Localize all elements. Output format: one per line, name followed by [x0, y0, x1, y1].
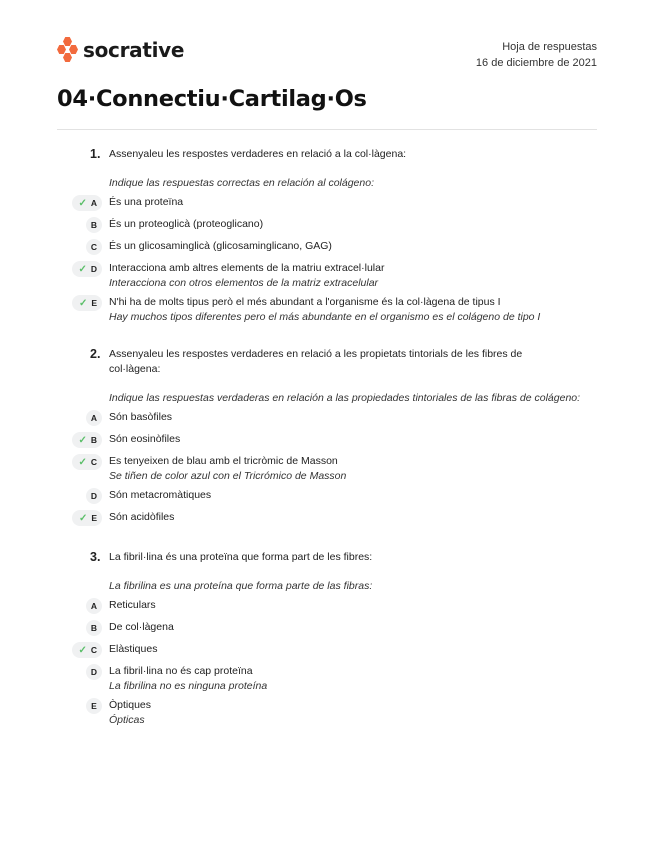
option-letter-badge: ✓ C: [72, 454, 102, 470]
answer-option: [0, 261, 654, 291]
answer-option: [0, 698, 654, 728]
check-icon: ✓: [78, 197, 87, 209]
answer-option: [0, 642, 654, 660]
option-letter-badge: ✓ B: [72, 432, 102, 448]
option-text: Són basòfiles: [109, 411, 173, 423]
option-text: Reticulars: [109, 599, 156, 611]
option-translation: Interacciona con otros elementos de la matriz extracelular: [109, 277, 379, 289]
option-letter-badge: E: [86, 698, 102, 714]
question-2: [0, 347, 654, 528]
option-translation: Hay muchos tipos diferentes pero el más abundante en el organismo es el colágeno de tipo I: [109, 311, 541, 323]
question-number: 3.: [90, 550, 101, 564]
question-translation: La fibrilina es una proteína que forma parte de las fibras:: [109, 580, 373, 592]
answer-option: [0, 598, 654, 616]
page-title: 04·Connectiu·Cartilag·Os: [57, 86, 367, 112]
option-letter-badge: B: [86, 620, 102, 636]
question-text: 3. La fibril·lina és una proteïna que forma part de les fibres:: [90, 550, 373, 564]
option-letter-badge: ✓ A: [72, 195, 102, 211]
check-icon: ✓: [78, 512, 88, 524]
document-type: Hoja de respuestas: [502, 41, 597, 53]
answer-option: [0, 510, 654, 528]
option-translation: La fibrilina no es ninguna proteína: [109, 680, 268, 692]
option-text: De col·làgena: [109, 621, 174, 633]
option-text: La fibril·lina no és cap proteïna: [109, 665, 253, 677]
option-text: Interacciona amb altres elements de la matriu extracel·lular: [109, 262, 385, 274]
check-icon: ✓: [78, 263, 87, 275]
option-text: Es tenyeixen de blau amb el tricròmic de Masson: [109, 455, 338, 467]
option-letter-badge: C: [86, 239, 102, 255]
answer-option: [0, 664, 654, 694]
option-letter-badge: ✓ C: [72, 642, 102, 658]
question-number: 1.: [90, 147, 101, 161]
question-translation: Indique las respuestas correctas en relación al colágeno:: [109, 177, 374, 189]
option-letter-badge: B: [86, 217, 102, 233]
answer-option: [0, 454, 654, 484]
option-text: Òptiques: [109, 699, 152, 711]
option-letter-badge: A: [86, 598, 102, 614]
document-meta: [476, 39, 597, 71]
answer-option: [0, 195, 654, 213]
option-text: És un glicosaminglicà (glicosaminglicano, GAG): [109, 240, 332, 252]
answer-option: [0, 620, 654, 638]
option-text: És un proteoglicà (proteoglicano): [109, 218, 264, 230]
divider: [57, 129, 597, 130]
answer-option: [0, 239, 654, 257]
check-icon: ✓: [78, 434, 87, 446]
answer-option: [0, 488, 654, 506]
check-icon: ✓: [78, 644, 87, 656]
question-3: [0, 550, 654, 728]
option-letter-badge: D: [86, 664, 102, 680]
option-text: Són eosinòfiles: [109, 433, 181, 445]
check-icon: ✓: [78, 297, 88, 309]
option-text: Són metacromàtiques: [109, 489, 212, 501]
option-letter-badge: A: [86, 410, 102, 426]
option-letter-badge: ✓ D: [72, 261, 102, 277]
question-1: [0, 147, 654, 325]
brand-name: socrative: [83, 38, 185, 62]
document-date: 16 de diciembre de 2021: [475, 57, 597, 69]
option-text: Són acidòfiles: [109, 511, 175, 523]
question-list: [0, 147, 654, 750]
answer-option: [0, 432, 654, 450]
question-text: 1. Assenyaleu les respostes verdaderes en relació a la col·làgena:: [90, 147, 407, 161]
question-text: 2. Assenyaleu les respostes verdaderes en relació a les propietats tintorials de les fibres de col·làgena:: [90, 347, 523, 375]
question-number: 2.: [90, 347, 101, 361]
check-icon: ✓: [78, 456, 87, 468]
option-letter-badge: ✓ E: [72, 295, 102, 311]
answer-option: [0, 295, 654, 325]
option-text: N'hi ha de molts tipus però el més abundant a l'organisme és la col·làgena de tipus I: [109, 296, 501, 308]
option-text: És una proteïna: [109, 196, 184, 208]
page-header: [57, 37, 597, 67]
socrative-logo: [57, 37, 184, 63]
option-translation: Se tiñen de color azul con el Tricrómico de Masson: [109, 470, 347, 482]
option-text: Elàstiques: [109, 643, 158, 655]
option-letter-badge: ✓ E: [72, 510, 102, 526]
question-translation: Indique las respuestas verdaderas en relación a las propiedades tintoriales de las fibras de colágeno:: [109, 392, 581, 404]
option-translation: Ópticas: [109, 714, 145, 726]
answer-option: [0, 217, 654, 235]
option-letter-badge: D: [86, 488, 102, 504]
logo-hexagons-icon: [57, 37, 79, 63]
answer-option: [0, 410, 654, 428]
